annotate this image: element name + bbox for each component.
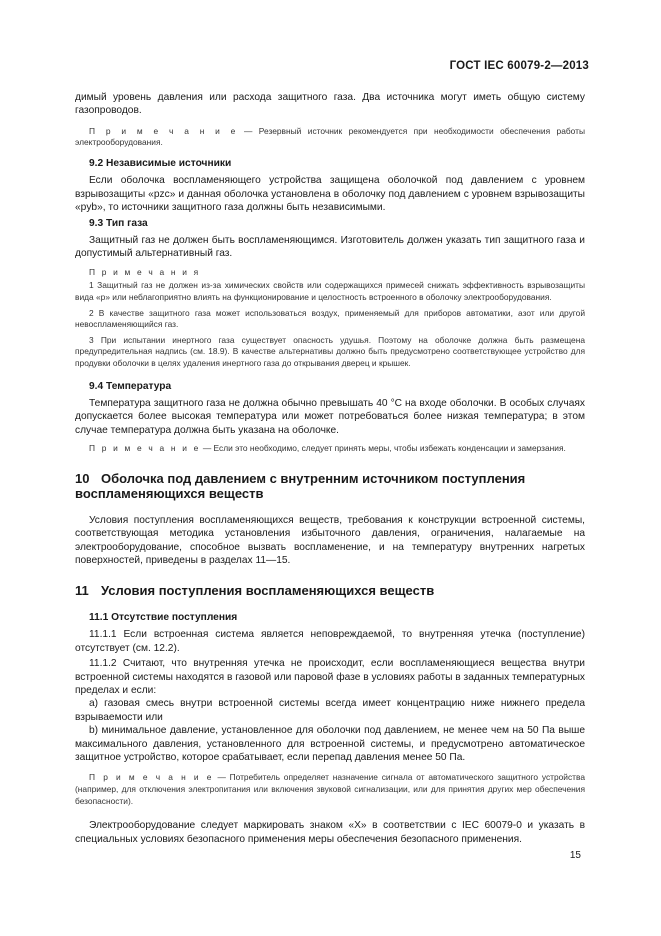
note-text: — Если это необходимо, следует принять меры, чтобы избежать конденсации и замерзания.: [200, 443, 566, 454]
note-label: П р и м е ч а н и е: [89, 772, 214, 783]
section-9-4-heading: 9.4 Температура: [89, 380, 172, 392]
note-label: П р и м е ч а н и е: [89, 125, 238, 136]
standard-header: ГОСТ IEC 60079-2—2013: [449, 60, 589, 72]
section-9-2-text: Если оболочка воспламеняющего устройства защищена оболочкой под давлением с уровнем взрывозащиты «pzc» и данная оболочка установлена в оболочку под давлением с уровнем взрывозащиты «pyb», то источники защитного газа должны быть независимыми.: [75, 175, 585, 214]
section-9-3-heading: 9.3 Тип газа: [89, 217, 148, 229]
section-title-line-1: Оболочка под давлением с внутренним источником поступления: [101, 470, 526, 486]
note-text: — Потребитель определяет назначение сигнала от автоматического защитного устройства (например, для отключения электропитания или включения звуковой сигнализации, или для принятия других мер обеспечения безопасности).: [75, 772, 585, 806]
section-number: 10: [75, 470, 90, 486]
final-paragraph: Электрооборудование следует маркировать знаком «X» в соответствии с IEC 60079-0 и указать в специальных условиях безопасного применения меры обеспечения безопасного применения.: [75, 820, 585, 845]
paragraph-intro: димый уровень давления или расхода защитного газа. Два источника могут иметь общую систему газопроводов.: [75, 92, 585, 117]
page-number: 15: [569, 850, 581, 861]
section-9-3-text: Защитный газ не должен быть воспламеняющимся. Изготовитель должен указать тип защитного газа и допустимый альтернативный газ.: [75, 235, 585, 260]
note-1: 1 Защитный газ не должен из-за химических свойств или содержащихся примесей снижать эффективность взрывозащиты вида «p» или неблагоприятно влиять на функционирование и целостность встроенного в оболочку электрооборудования.: [75, 280, 585, 303]
note-section-11: [75, 772, 585, 807]
note-intro: [75, 126, 585, 149]
section-9-2-heading: 9.2 Независимые источники: [89, 158, 232, 169]
section-11-1-heading: 11.1 Отсутствие поступления: [89, 611, 238, 623]
section-10-text: Условия поступления воспламеняющихся веществ, требования к конструкции встроенной системы, соответствующая методика установления избыточного давления, ограничения, налагаемые на электрооборудование, способное вызвать воспламенение, и на температуру внутренних нагретых поверхностей, приведены в разделах 11—15.: [75, 514, 585, 567]
section-title-line-2: воспламеняющихся веществ: [75, 486, 264, 502]
section-11-1-2: 11.1.2 Считают, что внутренняя утечка не происходит, если воспламеняющиеся вещества внутри встроенной системы находятся в газовой или паровой фазе в условиях работы в заданных температурных пределах и если:: [75, 658, 585, 696]
note-label: П р и м е ч а н и е: [89, 443, 201, 454]
list-item-b: b) минимальное давление, установленное для оболочки под давлением, не менее чем на 50 Па выше максимального давления, установленного для встроенной системы, и предусмотрено автоматическое защитное устройство, которое срабатывает, если перепад давления менее 50 Па.: [75, 725, 585, 763]
section-11-heading: [75, 583, 585, 599]
note-text: — Резервный источник рекомендуется при необходимости обеспечения работы электрооборудования.: [75, 125, 585, 148]
page-content: [75, 91, 585, 846]
notes-label: П р и м е ч а н и я: [89, 266, 201, 277]
list-item-a: а) газовая смесь внутри встроенной системы всегда имеет концентрацию ниже нижнего предела взрываемости или: [75, 698, 585, 723]
section-11-1-1: 11.1.1 Если встроенная система является неповреждаемой, то внутренняя утечка (поступление) отсутствует (см. 12.2).: [75, 629, 585, 654]
section-10-heading: [75, 471, 585, 502]
section-9-4-text: Температура защитного газа не должна обычно превышать 40 °С на входе оболочки. В особых случаях допускается более высокая температура или может потребоваться более низкая температура; в этом случае температура должна быть указана на оболочке.: [75, 398, 585, 436]
note-2: 2 В качестве защитного газа может использоваться воздух, применяемый для приборов автоматики, азот или другой невоспламеняющийся газ.: [75, 307, 585, 330]
section-title: Условия поступления воспламеняющихся веществ: [101, 583, 435, 599]
note-temperature: [75, 443, 585, 455]
section-number: 11: [75, 583, 89, 599]
note-3: 3 При испытании инертного газа существует опасность удушья. Поэтому на оболочке должна быть размещена предупредительная надпись (см. 18.9). В качестве альтернативы должно быть предусмотрено соответствующее устройство для продувки оболочки в целях удаления инертного газа до открывания дверец и крышек.: [75, 334, 585, 368]
